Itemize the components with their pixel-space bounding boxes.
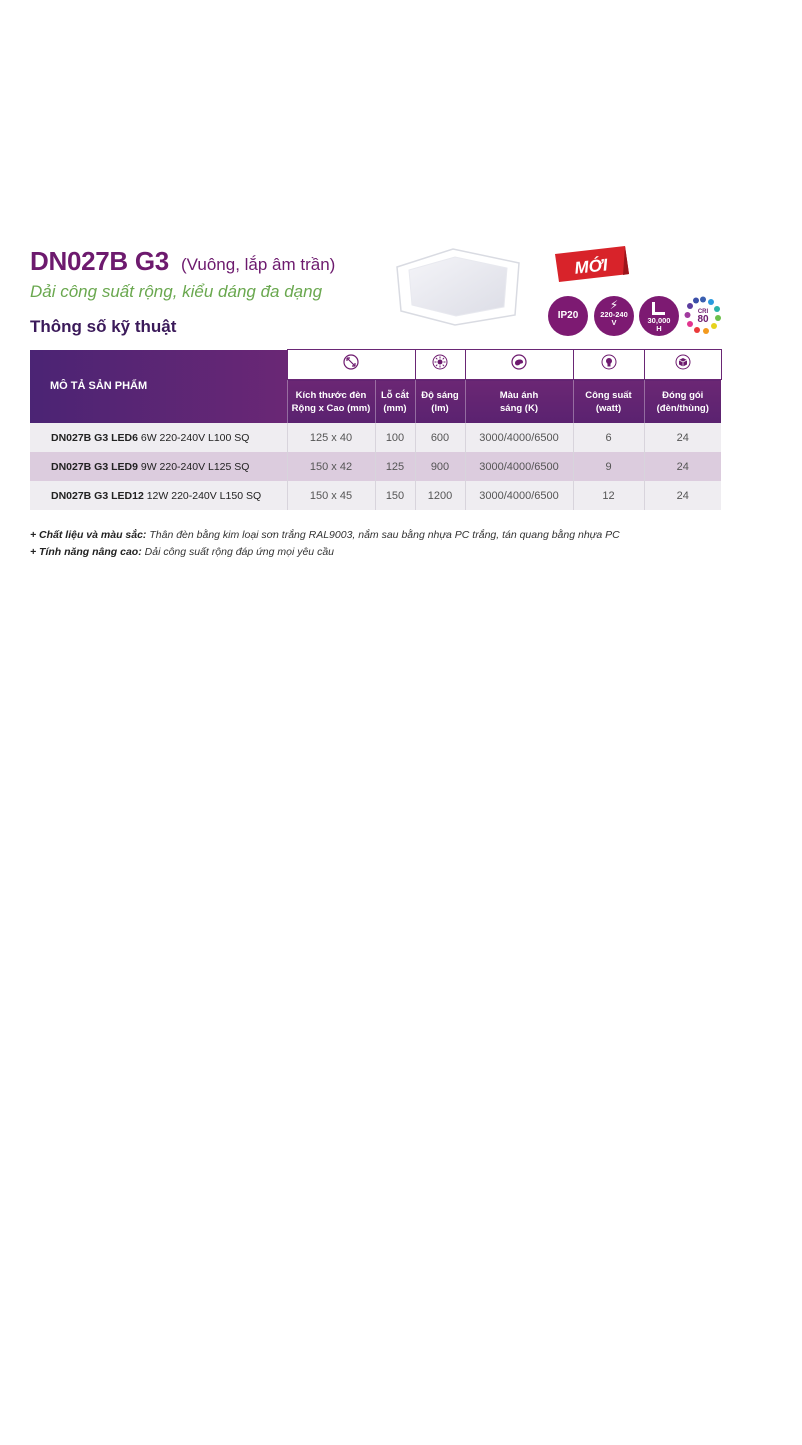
lightning-icon: ⚡ bbox=[609, 298, 619, 312]
col-size: Kích thước đèn Rộng x Cao (mm) bbox=[287, 380, 375, 424]
row-size: 150 x 42 bbox=[287, 452, 375, 481]
feature-note-label: + Tính năng nâng cao: bbox=[30, 546, 142, 558]
product-image bbox=[393, 245, 523, 327]
row-desc: DN027B G3 LED12 12W 220-240V L150 SQ bbox=[30, 481, 287, 510]
cri-label: CRI bbox=[697, 309, 709, 315]
dimension-icon bbox=[343, 354, 359, 370]
lifetime-unit: H bbox=[656, 324, 662, 333]
material-note-label: + Chất liệu và màu sắc: bbox=[30, 529, 147, 541]
voltage-unit: V bbox=[611, 318, 617, 327]
row-pack: 24 bbox=[644, 452, 721, 481]
brightness-header-icon bbox=[415, 350, 465, 380]
col-cutout: Lỗ cắt (mm) bbox=[375, 380, 415, 424]
row-lumen: 1200 bbox=[415, 481, 465, 510]
row-power: 12 bbox=[573, 481, 644, 510]
dimension-header-icon bbox=[287, 350, 415, 380]
product-tagline: Dải công suất rộng, kiểu dáng đa dạng bbox=[30, 282, 323, 301]
product-subtitle: (Vuông, lắp âm trần) bbox=[181, 255, 336, 274]
row-cutout: 100 bbox=[375, 423, 415, 452]
color-header-icon bbox=[465, 350, 573, 380]
table-row bbox=[30, 481, 721, 510]
col-lumen: Độ sáng (lm) bbox=[415, 380, 465, 424]
row-lumen: 600 bbox=[415, 423, 465, 452]
product-title: DN027B G3 bbox=[30, 246, 169, 276]
ip-rating-icon bbox=[548, 296, 588, 336]
brightness-icon bbox=[432, 354, 448, 370]
feature-note bbox=[30, 546, 334, 558]
new-badge bbox=[551, 244, 631, 284]
row-desc: DN027B G3 LED9 9W 220-240V L125 SQ bbox=[30, 452, 287, 481]
cri-value: 80 bbox=[697, 314, 709, 325]
voltage-icon bbox=[594, 296, 634, 336]
spec-heading: Thông số kỹ thuật bbox=[30, 317, 177, 336]
material-note bbox=[30, 529, 620, 541]
col-cct: Màu ánh sáng (K) bbox=[465, 380, 573, 424]
pack-header-icon bbox=[644, 350, 721, 380]
row-cutout: 150 bbox=[375, 481, 415, 510]
row-cct: 3000/4000/6500 bbox=[465, 423, 573, 452]
voltage-value: 220-240 bbox=[600, 310, 628, 319]
row-size: 150 x 45 bbox=[287, 481, 375, 510]
spec-table bbox=[30, 349, 722, 510]
color-palette-icon bbox=[511, 354, 527, 370]
row-power: 6 bbox=[573, 423, 644, 452]
new-badge-text: MỚI bbox=[573, 255, 609, 278]
row-size: 125 x 40 bbox=[287, 423, 375, 452]
lifetime-icon bbox=[639, 296, 679, 336]
col-power: Công suất (watt) bbox=[573, 380, 644, 424]
row-pack: 24 bbox=[644, 481, 721, 510]
table-row bbox=[30, 423, 721, 452]
lifetime-value: 30,000 bbox=[647, 316, 671, 325]
box-icon bbox=[675, 354, 691, 370]
row-desc: DN027B G3 LED6 6W 220-240V L100 SQ bbox=[30, 423, 287, 452]
row-cutout: 125 bbox=[375, 452, 415, 481]
cri-icon bbox=[684, 296, 722, 334]
col-pack: Đóng gói (đèn/thùng) bbox=[644, 380, 721, 424]
bulb-icon bbox=[601, 354, 617, 370]
row-power: 9 bbox=[573, 452, 644, 481]
row-cct: 3000/4000/6500 bbox=[465, 481, 573, 510]
row-cct: 3000/4000/6500 bbox=[465, 452, 573, 481]
material-note-text: Thân đèn bằng kim loại sơn trắng RAL9003, nắm sau bằng nhựa PC trắng, tán quang bằng nhựa PC bbox=[149, 529, 620, 541]
power-header-icon bbox=[573, 350, 644, 380]
feature-note-text: Dải công suất rộng đáp ứng mọi yêu cầu bbox=[144, 546, 334, 558]
ip-rating-text: IP20 bbox=[557, 310, 579, 321]
row-pack: 24 bbox=[644, 423, 721, 452]
row-lumen: 900 bbox=[415, 452, 465, 481]
desc-header: MÔ TẢ SẢN PHẨM bbox=[30, 350, 287, 424]
table-row bbox=[30, 452, 721, 481]
